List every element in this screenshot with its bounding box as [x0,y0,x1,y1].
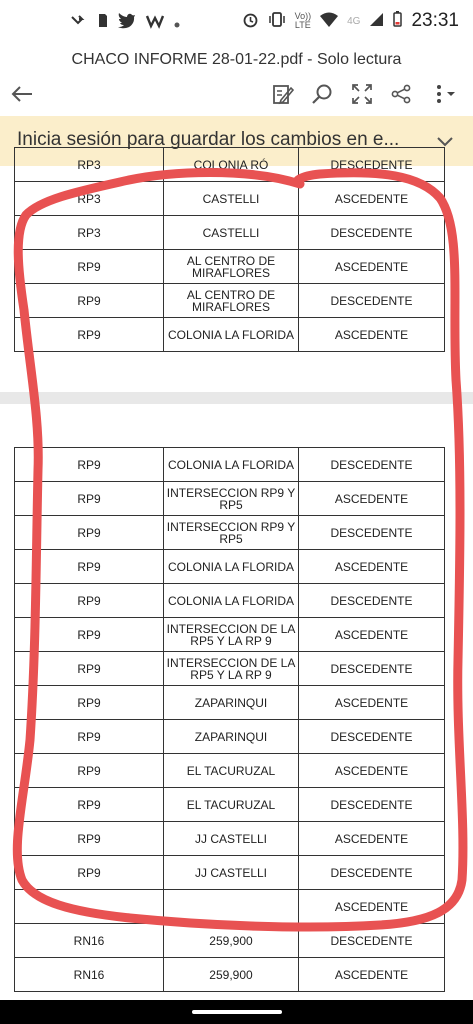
cell-place [164,250,299,284]
cell-route: RP3 [15,216,164,250]
cell-direction: ASCEDENTE [299,550,445,584]
cell-direction: DESCEDENTE [299,448,445,482]
table-row [15,890,445,924]
fullscreen-icon [352,84,372,109]
cell-place: CASTELLI [164,182,299,216]
cell-place-line: AL CENTRO DE [186,287,276,302]
cell-direction: ASCEDENTE [299,618,445,652]
cell-place: COLONIA LA FLORIDA [164,448,299,482]
search-button[interactable] [308,82,336,110]
twitter-icon [118,13,136,33]
share-button[interactable] [387,82,415,110]
cell-place: COLONIA LA FLORIDA [164,318,299,352]
cell-place: 259,900 [164,924,299,958]
cell-route: RP9 [15,550,164,584]
cell-route: RP9 [15,856,164,890]
cell-direction: DESCEDENTE [299,720,445,754]
cell-direction: ASCEDENTE [299,182,445,216]
signal-icon [369,12,384,31]
table-row [15,482,445,516]
cell-place-line: INTERSECCION RP9 Y [166,485,296,500]
cell-route: RP9 [15,652,164,686]
cell-route: RP9 [15,250,164,284]
cell-route: RP9 [15,822,164,856]
banner-text: Inicia sesión para guardar los cambios en e... [17,129,400,150]
cell-route: RN16 [15,958,164,992]
cell-place: COLONIA LA FLORIDA [164,584,299,618]
missed-call-icon [70,13,88,33]
cell-route: RP9 [15,720,164,754]
vibrate-icon [268,12,286,31]
share-icon [391,84,411,109]
table-row [15,754,445,788]
sim-icon [98,13,108,33]
cell-route: RP3 [15,148,164,182]
cell-direction: ASCEDENTE [299,250,445,284]
cell-direction: DESCEDENTE [299,856,445,890]
edit-document-icon [272,83,294,110]
cell-place: COLONIA LA FLORIDA [164,550,299,584]
cell-place-line: MIRAFLORES [191,265,270,280]
volte-label: Vo)) [294,11,312,21]
cell-direction: ASCEDENTE [299,686,445,720]
wifi-icon [320,12,338,31]
cell-direction: ASCEDENTE [299,754,445,788]
cell-place-line: RP5 Y LA RP 9 [190,633,272,648]
w-app-icon [146,13,164,33]
status-bar [0,0,473,44]
cell-place-line: INTERSECCION RP9 Y [166,519,296,534]
cell-route: RP9 [15,448,164,482]
table-row [15,318,445,352]
cell-route: RP9 [15,686,164,720]
table-row [15,148,445,182]
table-row [15,584,445,618]
system-nav-bar [0,1000,473,1024]
table-row [15,448,445,482]
cell-direction: ASCEDENTE [299,890,445,924]
cell-route: RP9 [15,318,164,352]
cell-place: JJ CASTELLI [164,822,299,856]
status-left-icons [70,13,180,33]
table-page-1 [14,147,445,352]
table-row [15,958,445,992]
volte-icon [295,12,312,30]
dot-icon [174,13,180,33]
status-right-icons [242,10,459,32]
cell-place: 259,900 [164,958,299,992]
table-row [15,284,445,318]
cell-place [164,618,299,652]
cell-place [164,890,299,924]
cell-place-line: INTERSECCION DE LA [166,621,296,636]
lte-label: LTE [294,20,311,30]
more-menu-icon [433,84,463,109]
fullscreen-button[interactable] [348,82,376,110]
cell-direction: ASCEDENTE [299,318,445,352]
cell-direction: DESCEDENTE [299,284,445,318]
back-arrow-icon [11,85,33,108]
pdf-viewer[interactable] [0,157,473,1000]
home-gesture-bar[interactable] [192,1010,282,1014]
table-row [15,182,445,216]
cell-direction: DESCEDENTE [299,924,445,958]
cell-place [164,284,299,318]
table-row [15,720,445,754]
cell-direction: ASCEDENTE [299,482,445,516]
network-type: 4G [347,15,361,27]
pdf-page-1 [0,157,473,392]
back-button[interactable] [8,82,36,110]
cell-place: CASTELLI [164,216,299,250]
cell-place-line: RP5 Y LA RP 9 [190,667,272,682]
cell-route: RP9 [15,754,164,788]
table-row [15,250,445,284]
cell-place: ZAPARINQUI [164,720,299,754]
cell-direction: ASCEDENTE [299,958,445,992]
cell-place-line: MIRAFLORES [191,299,270,314]
cell-place: JJ CASTELLI [164,856,299,890]
cell-place-line: RP5 [219,531,243,546]
cell-direction: DESCEDENTE [299,516,445,550]
table-row [15,216,445,250]
table-row [15,788,445,822]
cell-place-line: RP5 [219,497,243,512]
search-icon [311,83,333,110]
table-row [15,618,445,652]
table-row [15,550,445,584]
table-page-2 [14,447,445,992]
cell-direction: ASCEDENTE [299,822,445,856]
cell-place: ZAPARINQUI [164,686,299,720]
table-row [15,924,445,958]
cell-direction: DESCEDENTE [299,148,445,182]
cell-route: RP9 [15,516,164,550]
cell-place [164,482,299,516]
table-row [15,822,445,856]
page-separator [0,392,473,404]
cell-route: RP3 [15,182,164,216]
clock: 23:31 [411,10,459,31]
table-row [15,686,445,720]
cell-route: RP9 [15,584,164,618]
cell-place: COLONIA RÓ [164,148,299,182]
cell-route: RP9 [15,284,164,318]
table-row [15,516,445,550]
cell-place [164,516,299,550]
more-menu-button[interactable] [430,82,466,110]
cell-place: EL TACURUZAL [164,754,299,788]
cell-route: RP9 [15,482,164,516]
cell-place: EL TACURUZAL [164,788,299,822]
edit-button[interactable] [269,82,297,110]
table-row [15,856,445,890]
cell-route: RP9 [15,618,164,652]
cell-route: RN16 [15,924,164,958]
document-title: CHACO INFORME 28-01-22.pdf - Solo lectura [71,51,402,68]
cell-direction: DESCEDENTE [299,216,445,250]
cell-route: RP9 [15,788,164,822]
cell-direction: DESCEDENTE [299,788,445,822]
pdf-page-2 [0,404,473,1004]
cell-route [15,890,164,924]
toolbar [0,76,473,116]
battery-low-icon [393,11,402,31]
alarm-icon [242,11,259,32]
cell-place-line: AL CENTRO DE [186,253,276,268]
cell-place-line: INTERSECCION DE LA [166,655,296,670]
cell-place [164,652,299,686]
cell-direction: DESCEDENTE [299,584,445,618]
cell-direction: DESCEDENTE [299,652,445,686]
table-row [15,652,445,686]
